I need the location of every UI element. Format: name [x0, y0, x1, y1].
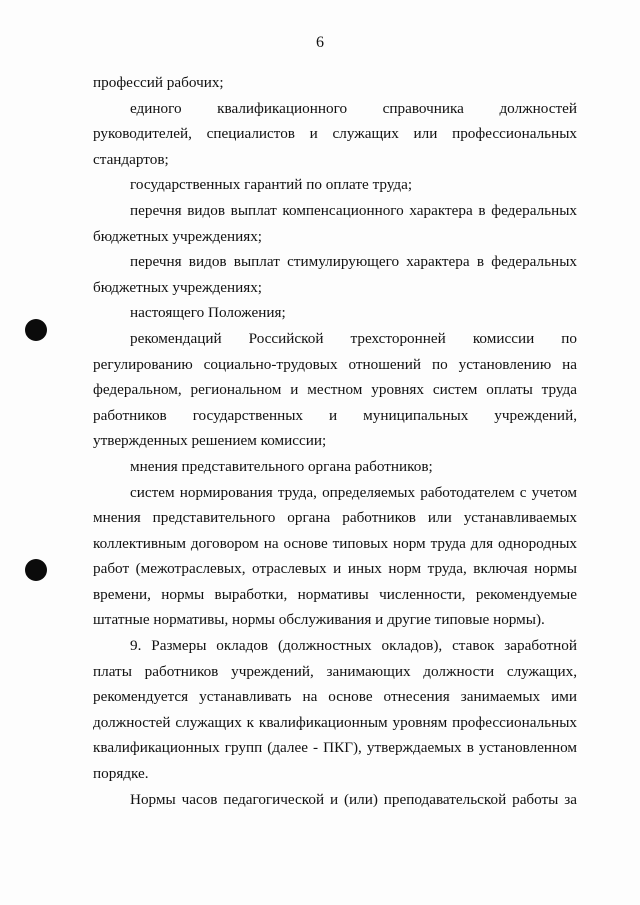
- paragraph-7: рекомендаций Российской трехсторонней комиссии по регулированию социально-трудовых отношений по установлению на федеральном, региональном и местном уровнях систем оплаты труда работников государственных и муниципальных учреждений, утвержденных решением комиссии;: [93, 329, 577, 450]
- binder-hole-bottom: [25, 559, 47, 581]
- paragraph-2: единого квалификационного справочника должностей руководителей, специалистов и служащих или профессиональных стандартов;: [93, 99, 577, 168]
- paragraph-10: 9. Размеры окладов (должностных окладов), ставок заработной платы работников учреждений, занимающих должности служащих, рекомендуется устанавливать на основе отнесения занимаемых ими должностей служащих к квалификационным уровням профессиональных квалификационных групп (далее - ПКГ), утверждаемых в установленном порядке.: [93, 637, 577, 783]
- paragraph-4: перечня видов выплат компенсационного характера в федеральных бюджетных учреждениях;: [93, 201, 577, 245]
- binder-hole-top: [25, 319, 47, 341]
- paragraph-3: государственных гарантий по оплате труда;: [130, 176, 413, 194]
- paragraph-8: мнения представительного органа работников;: [130, 457, 433, 475]
- paragraph-6: настоящего Положения;: [130, 304, 286, 322]
- paragraph-11: Нормы часов педагогической и (или) преподавательской работы за: [130, 790, 577, 808]
- paragraph-9: систем нормирования труда, определяемых работодателем с учетом мнения представительного органа работников или устанавливаемых коллективным договором на основе типовых норм труда для однородных работ (межотраслевых, отраслевых и иных норм труда, включая нормы времени, нормы выработки, нормативы численности, рекомендуемые штатные нормативы, нормы обслуживания и другие типовые нормы).: [93, 483, 577, 629]
- page-number: 6: [316, 34, 324, 51]
- paragraph-1: профессий рабочих;: [93, 74, 224, 91]
- paragraph-5: перечня видов выплат стимулирующего характера в федеральных бюджетных учреждениях;: [93, 253, 577, 296]
- document-body: [93, 70, 577, 812]
